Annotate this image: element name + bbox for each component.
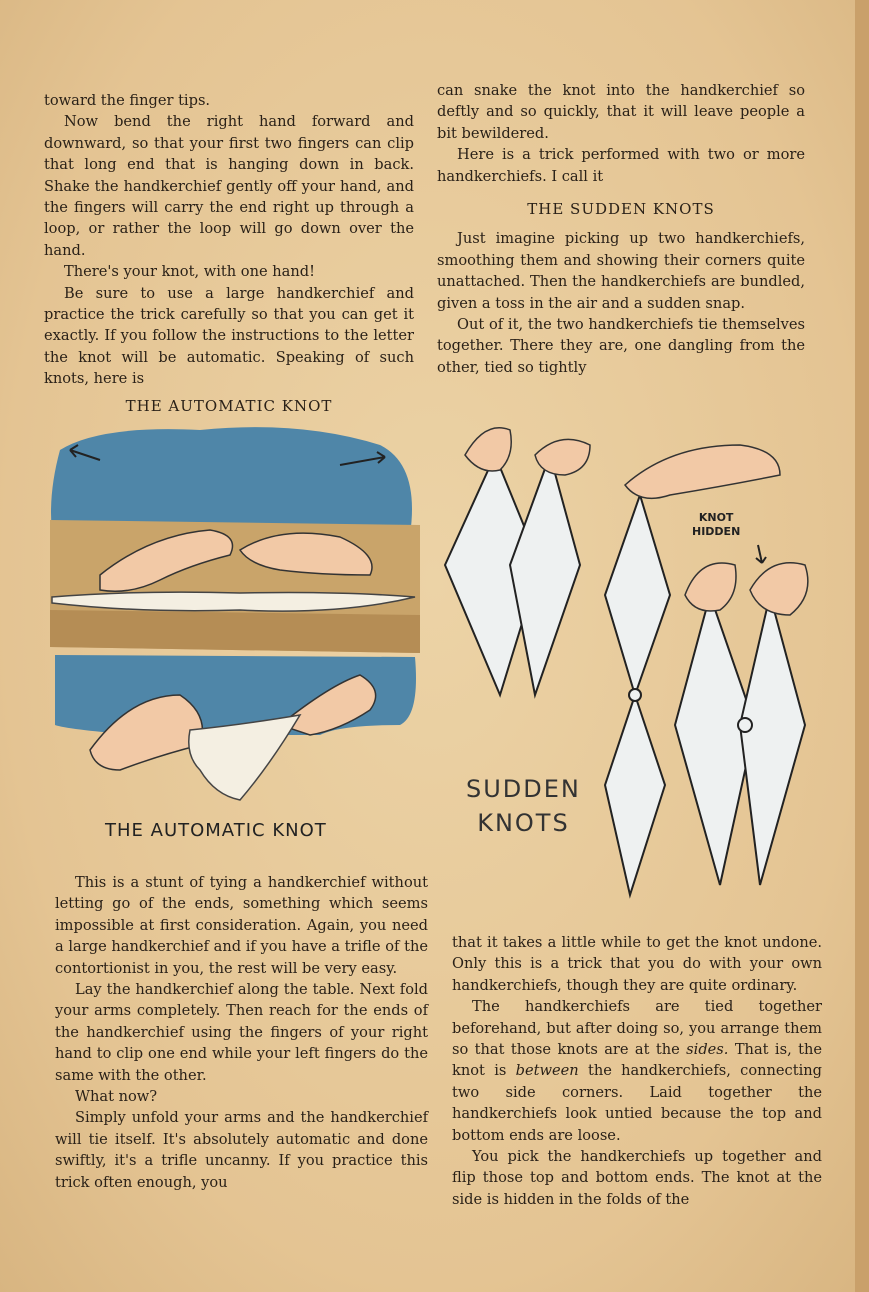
text-emphasis: between [515,1062,579,1080]
left-bottom-column [55,872,428,1193]
arrow-icon [756,545,766,563]
text-span: The handkerchiefs are tied together beforehand, but after doing so, you arrange them so that those knots are at the [452,998,822,1059]
right-top-column [437,80,805,378]
sudden-knots-illustration [440,415,830,915]
paragraph: Lay the handkerchief along the table. Next fold your arms completely. Then reach for the ends of the handkerchief using the fingers of your right hand to clip one end while your left fingers do the same with the other. [55,981,428,1084]
handkerchief-shape [510,455,580,695]
paragraph: What now? [75,1088,158,1106]
handkerchief-shape [605,495,670,695]
paragraph: There's your knot, with one hand! [64,263,315,281]
paragraph: Now bend the right hand forward and downward, so that your first two fingers can clip that long end that is hanging down in back. Shake the handkerchief gently off your hand, and the fingers will carry the end right up through a loop, or rather the loop will go down over the hand. [44,113,414,259]
paragraph: toward the finger tips. [44,92,211,109]
handkerchief-knot-shape [189,715,300,800]
paragraph: This is a stunt of tying a handkerchief without letting go of the ends, something which seems impossible at first consideration. Again, you need a large handkerchief and if you have a trifle of the contortionist in you, the rest will be very easy. [55,874,428,977]
caption-line: SUDDEN [466,775,581,803]
paragraph: Out of it, the two handkerchiefs tie themselves together. There they are, one dangling from the other, tied so tightly [437,316,805,376]
text-span: That is, the knot is [452,1041,822,1080]
left-top-column [44,90,414,421]
left-hand [465,428,511,471]
automatic-knot-illustration [40,425,430,805]
caption-line: KNOTS [477,809,570,837]
right-hand [535,439,590,475]
top-hand [625,445,780,498]
right-bottom-column [452,932,822,1210]
handkerchief-shape [740,595,805,885]
knot-hidden-label [692,511,740,539]
text-emphasis: sides. [686,1041,729,1059]
paragraph [452,996,822,1146]
text-span: the handkerchiefs, connecting two side corners. Laid together the handkerchiefs look untied because the top and bottom ends are loose. [452,1062,822,1144]
page-edge [855,0,869,1292]
sudden-knots-caption [466,772,581,840]
paragraph: Here is a trick performed with two or more handkerchiefs. I call it [437,146,805,185]
paragraph: You pick the handkerchiefs up together and flip those top and bottom ends. The knot at the side is hidden in the folds of the [452,1148,822,1208]
table-edge [50,610,420,653]
knot-icon [738,718,752,732]
paragraph: that it takes a little while to get the knot undone. Only this is a trick that you do with your own handkerchiefs, though they are quite ordinary. [452,934,822,994]
paragraph: Just imagine picking up two handkerchiefs, smoothing them and showing their corners quite unattached. Then the handkerchiefs are bundled, given a toss in the air and a sudden snap. [437,230,805,312]
section-heading: THE SUDDEN KNOTS [527,200,715,219]
right-hand [750,563,808,615]
handkerchief-shape [605,695,665,895]
knot-icon [629,689,641,701]
paragraph: Be sure to use a large handkerchief and practice the trick carefully so that you can get it exactly. If you follow the instructions to the letter the knot will be automatic. Speaking of such knots, here is [44,284,414,388]
section-heading: THE AUTOMATIC KNOT [125,396,333,415]
automatic-knot-caption: THE AUTOMATIC KNOT [105,820,327,841]
label-line: HIDDEN [692,525,741,538]
paragraph: can snake the knot into the handkerchief so deftly and so quickly, that it will leave people a bit bewildered. [437,82,805,142]
left-hand [685,563,736,611]
label-line: KNOT [698,511,734,524]
paragraph: Simply unfold your arms and the handkerchief will tie itself. It's absolutely automatic and done swiftly, it's a trifle uncanny. If you practice this trick often enough, you [55,1109,428,1191]
